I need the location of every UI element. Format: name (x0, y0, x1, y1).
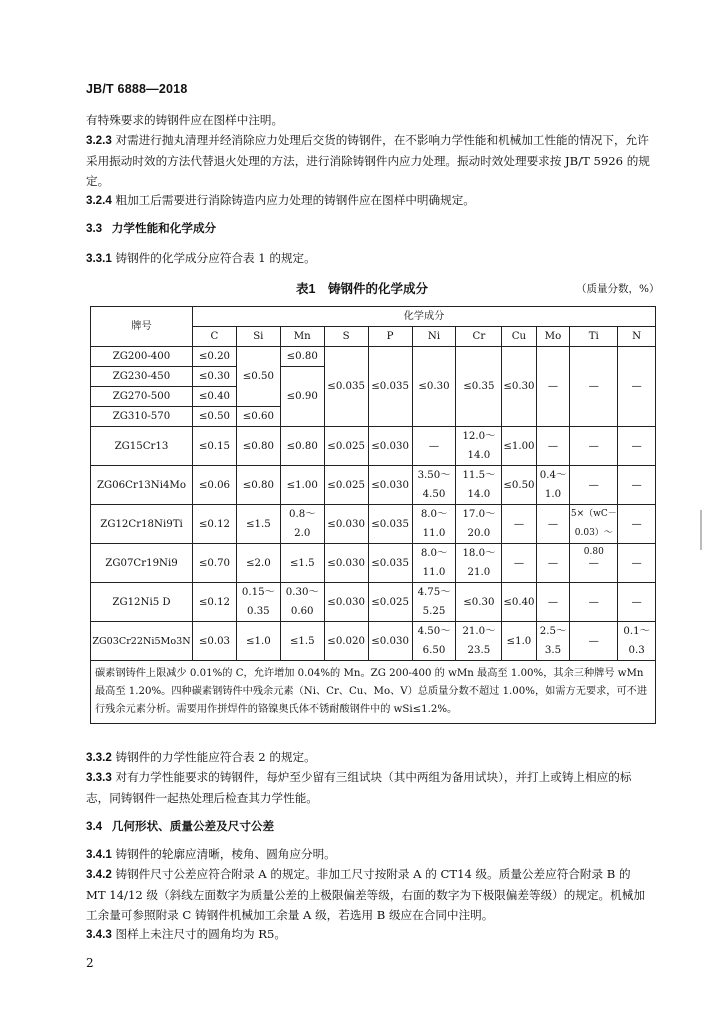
standard-code: JB/T 6888—2018 (86, 82, 188, 96)
range-high: 21.0 (467, 567, 491, 578)
value-cell: — (570, 347, 618, 427)
range-low: 2.5～ (539, 626, 567, 637)
value-cell: — (618, 466, 656, 505)
range-low: 8.0～ (420, 509, 448, 520)
grade-cell: ZG310-570 (91, 407, 193, 427)
value-cell: ≤0.30 (412, 347, 456, 427)
table-row (91, 347, 656, 367)
table-unit: （质量分数，%） (576, 283, 660, 295)
grade-cell: ZG12Cr18Ni9Ti (91, 505, 193, 544)
value-cell: ≤0.030 (324, 505, 368, 544)
clause-number: 3.4.1 (86, 848, 112, 861)
value-cell (280, 583, 324, 622)
value-cell: — (412, 427, 456, 466)
value-cell: ≤0.60 (236, 407, 280, 427)
value-cell: — (502, 505, 536, 544)
value-cell: ≤0.035 (368, 544, 412, 583)
element-si: Si (236, 327, 280, 347)
range-low: 4.50～ (417, 626, 451, 637)
clause-text: 对有力学性能要求的铸钢件，每炉至少留有三组试块（其中两组为备用试块），并打上或铸上相应的标志，同铸钢件一起热处理后检查其力学性能。 (86, 770, 632, 805)
range-high: 0.3 (628, 645, 645, 656)
range-high: 6.50 (422, 645, 446, 656)
composition-header: 化学成分 (192, 307, 655, 327)
element-s: S (324, 327, 368, 347)
clause-3-4-2 (86, 864, 652, 925)
clause-number: 3.4.2 (86, 868, 112, 881)
grade-cell: ZG230-450 (91, 367, 193, 387)
value-cell: ≤0.030 (324, 583, 368, 622)
value-cell: ≤0.035 (368, 347, 412, 427)
page-number: 2 (86, 956, 94, 970)
value-cell (412, 544, 456, 583)
grade-cell: ZG270-500 (91, 387, 193, 407)
element-cu: Cu (502, 327, 536, 347)
value-cell: ≤1.5 (236, 505, 280, 544)
value-cell (412, 505, 456, 544)
range-low: 0.1～ (623, 626, 650, 637)
paragraph-continuation (86, 110, 652, 130)
value-cell: ≤0.030 (368, 466, 412, 505)
element-mo: Mo (536, 327, 570, 347)
clause-number: 3.2.4 (86, 194, 112, 207)
value-cell: — (536, 583, 570, 622)
value-cell: ≤0.06 (192, 466, 236, 505)
range-low: 12.0～ (462, 431, 496, 442)
grade-cell: ZG07Cr19Ni9 (91, 544, 193, 583)
value-cell: ≤0.025 (324, 427, 368, 466)
value-cell (456, 544, 502, 583)
clause-text: 图样上未注尺寸的圆角均为 R5。 (115, 927, 286, 941)
clause-text: 粗加工后需要进行消除铸造内应力处理的铸钢件应在图样中明确规定。 (115, 193, 475, 207)
scan-margin-mark (700, 510, 702, 550)
range-high: 11.0 (422, 528, 446, 539)
clause-text: 铸钢件的化学成分应符合表 1 的规定。 (115, 251, 316, 265)
value-cell: ≤1.00 (280, 466, 324, 505)
value-cell: — (618, 505, 656, 544)
value-cell: ≤0.035 (324, 347, 368, 427)
element-mn: Mn (280, 327, 324, 347)
value-cell: ≤0.90 (280, 367, 324, 427)
range-low: 18.0～ (462, 548, 496, 559)
value-cell: — (618, 583, 656, 622)
value-cell (536, 622, 570, 661)
value-cell: ≤0.12 (192, 583, 236, 622)
grade-cell: ZG200-400 (91, 347, 193, 367)
value-cell (536, 466, 570, 505)
table-row (91, 544, 656, 583)
range-high: 11.0 (422, 567, 446, 578)
value-cell: ≤1.5 (280, 544, 324, 583)
clause-3-3-1 (86, 248, 652, 269)
range-low: 3.50～ (417, 470, 451, 481)
value-cell: ≤0.50 (236, 347, 280, 407)
value-cell: ≤0.030 (324, 544, 368, 583)
section-3-4-heading (86, 817, 652, 837)
value-cell: ≤0.50 (502, 466, 536, 505)
table-row (91, 466, 656, 505)
value-cell (412, 466, 456, 505)
section-3-3-heading (86, 219, 652, 239)
value-cell (456, 622, 502, 661)
value-cell: — (570, 544, 618, 583)
value-cell: ≤0.40 (192, 387, 236, 407)
grade-cell: ZG03Cr22Ni5Mo3N (91, 622, 193, 661)
value-cell: ≤1.5 (280, 622, 324, 661)
paragraph-text: 有特殊要求的铸钢件应在图样中注明。 (86, 113, 284, 127)
value-cell (456, 466, 502, 505)
element-n: N (618, 327, 656, 347)
value-cell: ≤0.025 (368, 583, 412, 622)
range-low: 4.75～ (417, 587, 451, 598)
clause-text: 铸钢件的轮廓应清晰，棱角、圆角应分明。 (115, 847, 336, 861)
value-cell: ≤0.03 (192, 622, 236, 661)
value-cell: ≤0.80 (236, 466, 280, 505)
range-low: 11.5～ (462, 470, 496, 481)
element-c: C (192, 327, 236, 347)
value-cell (412, 583, 456, 622)
grade-header: 牌号 (91, 307, 193, 347)
value-cell (412, 622, 456, 661)
value-cell: ≤0.50 (192, 407, 236, 427)
value-cell: — (570, 622, 618, 661)
value-cell (570, 505, 618, 557)
clause-number: 3.3.1 (86, 252, 112, 265)
value-cell: ≤0.035 (368, 505, 412, 544)
value-cell: ≤1.0 (236, 622, 280, 661)
value-cell: ≤0.35 (456, 347, 502, 427)
value-cell (236, 583, 280, 622)
table-row (91, 505, 656, 544)
value-cell: — (570, 583, 618, 622)
range-low: 8.0～ (420, 548, 448, 559)
range-high: 0.03）～0.80 (574, 528, 613, 557)
clause-text: 对需进行抛丸清理并经消除应力处理后交货的铸钢件，在不影响力学性能和机械加工性能的情况下，允许采用振动时效的方法代替退火处理的方法，进行消除铸钢件内应力处理。振动时效处理要求按 JB/T 5926 的规定。 (86, 133, 650, 188)
value-cell: ≤0.20 (192, 347, 236, 367)
element-ti: Ti (570, 327, 618, 347)
chemical-composition-table (90, 306, 656, 724)
range-high: 1.0 (544, 489, 562, 500)
value-cell: ≤1.0 (502, 622, 536, 661)
value-cell: — (618, 347, 656, 427)
clause-3-2-4 (86, 190, 652, 211)
section-number: 3.3 (86, 222, 103, 235)
value-cell: ≤0.030 (368, 622, 412, 661)
clause-number: 3.4.3 (86, 928, 112, 941)
grade-cell: ZG15Cr13 (91, 427, 193, 466)
table-title: 表1 铸钢件的化学成分 (296, 282, 428, 296)
clause-3-3-2 (86, 747, 652, 768)
table-note-row (91, 661, 656, 724)
grade-cell: ZG12Ni5 D (91, 583, 193, 622)
table-row (91, 622, 656, 661)
value-cell: ≤0.40 (502, 583, 536, 622)
value-cell: ≤0.30 (192, 367, 236, 387)
clause-3-3-3 (86, 767, 652, 808)
value-cell (456, 505, 502, 544)
value-cell: ≤1.00 (502, 427, 536, 466)
range-high: 0.35 (246, 606, 270, 617)
value-cell: — (536, 427, 570, 466)
value-cell: ≤0.12 (192, 505, 236, 544)
section-title: 几何形状、质量公差及尺寸公差 (111, 820, 275, 833)
value-cell: — (536, 347, 570, 427)
clause-text: 铸钢件尺寸公差应符合附录 A 的规定。非加工尺寸按附录 A 的 CT14 级。质量公差应符合附录 B 的 MT 14/12 级（斜线左面数字为质量公差的上极限偏差等级，右面的数字为下极限偏差等级）的规定。机械加工余量可参照附录 C 铸钢件机械加工余量 A 级，若选用 B 级应在合同中注明。 (86, 867, 645, 922)
value-cell (618, 622, 656, 661)
value-cell: — (618, 544, 656, 583)
range-low: 17.0～ (462, 509, 496, 520)
value-cell: — (502, 544, 536, 583)
clause-3-4-1 (86, 844, 652, 865)
range-high: 4.50 (422, 489, 446, 500)
element-p: P (368, 327, 412, 347)
value-cell: ≤0.70 (192, 544, 236, 583)
range-low: 0.15～ (241, 587, 275, 598)
value-cell: ≤0.025 (324, 466, 368, 505)
value-cell: ≤0.30 (456, 583, 502, 622)
value-cell: — (536, 544, 570, 583)
value-cell: ≤0.80 (236, 427, 280, 466)
element-cr: Cr (456, 327, 502, 347)
table-note: 碳素钢铸件上限减少 0.01%的 C，允许增加 0.04%的 Mn。ZG 200-400 的 wMn 最高至 1.00%，其余三种牌号 wMn 最高至 1.20%。四种碳素钢铸件中残余元素（Ni、Cr、Cu、Mo、V）总质量分数不超过 1.00%，如需方无要求，可不进行残余元素分析。需要用作拼焊件的铬镍奥氏体不锈耐酸钢件中的 wSi≤1.2%。 (91, 661, 656, 724)
range-low: 5×（wC－ (570, 509, 617, 519)
range-high: 20.0 (467, 528, 491, 539)
value-cell: — (570, 466, 618, 505)
value-cell: ≤2.0 (236, 544, 280, 583)
value-cell: ≤0.30 (502, 347, 536, 427)
value-cell: ≤0.030 (368, 427, 412, 466)
range-high: 0.60 (290, 606, 314, 617)
value-cell: ≤0.020 (324, 622, 368, 661)
section-number: 3.4 (86, 820, 103, 833)
table-row (91, 583, 656, 622)
value-cell: — (536, 505, 570, 544)
range-high: 14.0 (467, 489, 491, 500)
value-cell: ≤0.80 (280, 427, 324, 466)
value-cell: 0.8～2.0 (280, 505, 324, 544)
clause-text: 铸钢件的力学性能应符合表 2 的规定。 (115, 750, 316, 764)
range-high: 3.5 (544, 645, 562, 656)
clause-number: 3.3.3 (86, 771, 112, 784)
value-cell (456, 427, 502, 466)
range-high: 14.0 (467, 450, 491, 461)
range-low: 0.4～ (539, 470, 567, 481)
clause-number: 3.2.3 (86, 134, 112, 147)
clause-number: 3.3.2 (86, 751, 112, 764)
grade-cell: ZG06Cr13Ni4Mo (91, 466, 193, 505)
range-low: 21.0～ (462, 626, 496, 637)
section-title: 力学性能和化学成分 (111, 222, 217, 235)
range-high: 5.25 (422, 606, 446, 617)
clause-3-4-3 (86, 924, 652, 945)
range-low: 0.30～ (285, 587, 319, 598)
value-cell: ≤0.15 (192, 427, 236, 466)
range-high: 23.5 (467, 645, 491, 656)
value-cell: ≤0.80 (280, 347, 324, 367)
clause-3-2-3 (86, 130, 652, 191)
element-ni: Ni (412, 327, 456, 347)
table-row (91, 427, 656, 466)
value-cell: — (570, 427, 618, 466)
value-cell: — (618, 427, 656, 466)
